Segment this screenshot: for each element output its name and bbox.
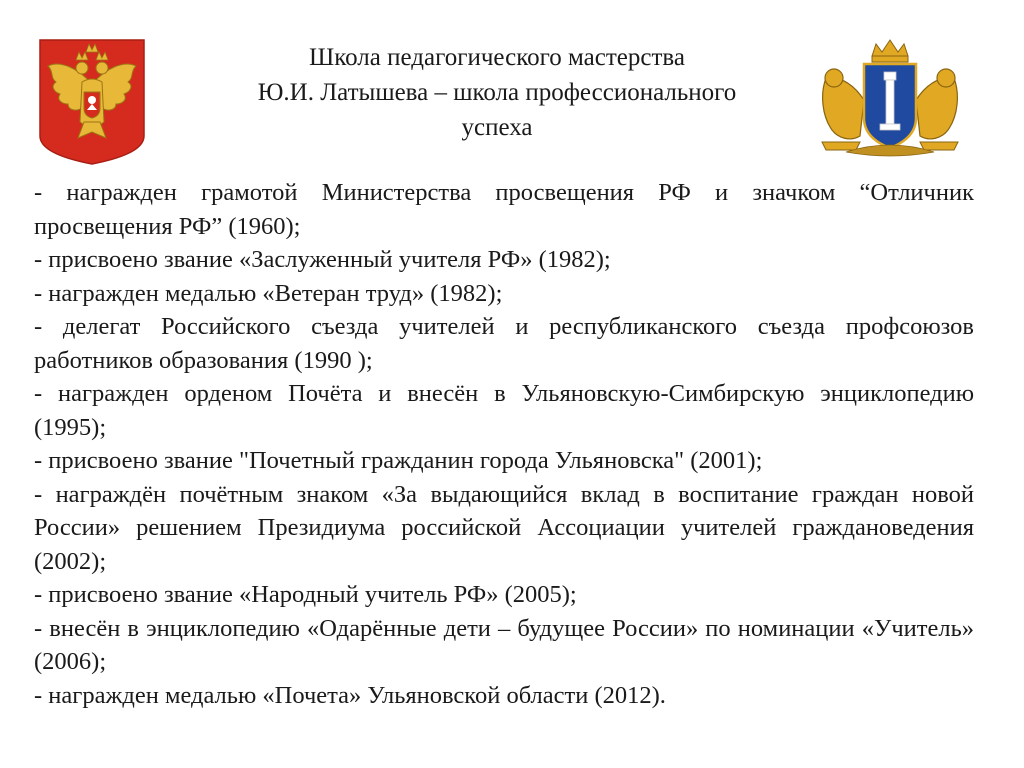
list-item: - присвоено звание "Почетный гражданин города Ульяновска" (2001); [34,447,763,474]
list-item: - награжден орденом Почёта и внесён в Ульяновскую-Симбирскую энциклопедию (1995); [34,380,974,441]
title-line-2: Ю.И. Латышева – школа профессионального [257,79,737,106]
list-item: - делегат Российского съезда учителей и республиканского съезда профсоюзов работников образования (1990 ); [34,313,974,374]
list-item: - награжден грамотой Министерства просвещения РФ и значком “Отличник просвещения РФ” (1960); [34,179,974,240]
title-line-1: Школа педагогического мастерства [309,44,685,71]
list-item: - внесён в энциклопедию «Одарённые дети – будущее России» по номинации «Учитель» (2006); [34,614,974,675]
list-item: - награжден медалью «Ветеран труд» (1982); [34,279,503,307]
list-item: - присвоено звание «Заслуженный учителя РФ» (1982); [34,246,611,273]
list-item: - награждён почётным знаком «За выдающийся вклад в воспитание граждан новой России» решением Президиума российской Ассоциации учителей граждановедения (2002); [34,480,974,575]
achievements-list [34,176,974,712]
russian-federation-coat-of-arms-icon [38,38,146,166]
ulyanovsk-oblast-coat-of-arms-icon [816,38,964,162]
list-item: - присвоено звание «Народный учитель РФ» (2005); [34,581,577,608]
slide-title [170,40,824,145]
list-item: - награжден медалью «Почета» Ульяновской области (2012). [34,681,666,709]
title-line-3: успеха [461,114,533,141]
